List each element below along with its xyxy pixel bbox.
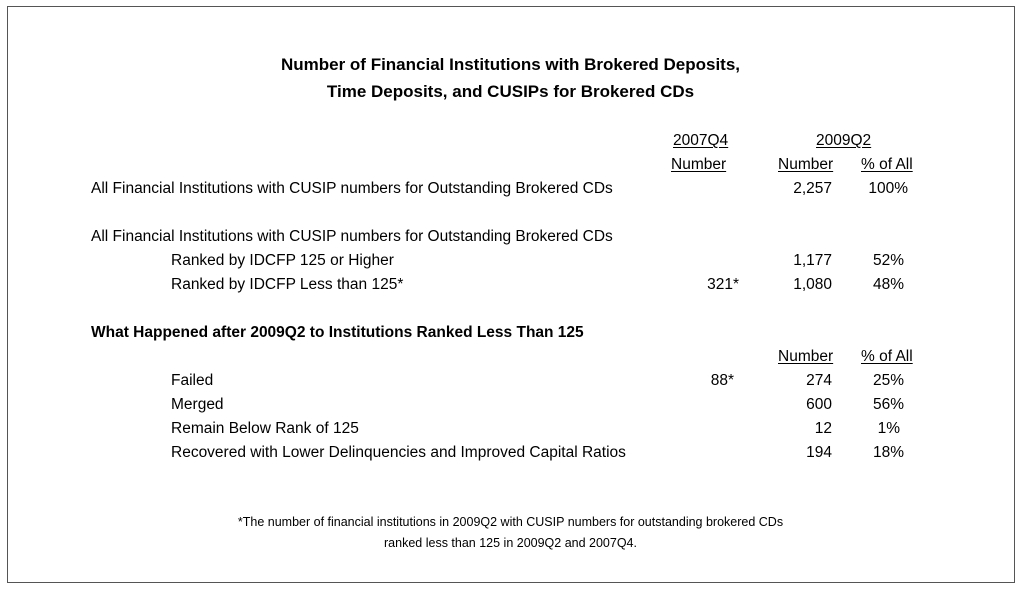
footnote-line-2: ranked less than 125 in 2009Q2 and 2007Q4.: [384, 536, 637, 550]
header-2007q4: 2007Q4: [673, 132, 729, 149]
title-line-2: Time Deposits, and CUSIPs for Brokered CDs: [326, 82, 695, 101]
footnote-line-1: *The number of financial institutions in 2009Q2 with CUSIP numbers for outstanding brokered CDs: [237, 515, 784, 529]
table-row-pct: 52%: [872, 252, 904, 269]
table-row-number: 194: [806, 444, 832, 461]
section2-number-header: Number: [778, 348, 834, 365]
table-row-number: 274: [806, 372, 832, 389]
header-2009q2-number: Number: [778, 156, 834, 173]
table-row-number: 12: [814, 420, 832, 437]
header-2009q2: 2009Q2: [816, 132, 872, 149]
row-all-label: All Financial Institutions with CUSIP numbers for Outstanding Brokered CDs: [91, 180, 613, 197]
section2-label: What Happened after 2009Q2 to Institutions Ranked Less Than 125: [91, 324, 584, 341]
table-row-number: 1,177: [793, 252, 832, 269]
header-2009q2-pct: % of All: [861, 156, 913, 173]
table-row-label: Failed: [171, 372, 214, 389]
section1-label: All Financial Institutions with CUSIP numbers for Outstanding Brokered CDs: [91, 228, 613, 245]
table-row-pct: 48%: [872, 276, 904, 293]
table-row-label: Merged: [171, 396, 224, 413]
table-row-label: Recovered with Lower Delinquencies and Improved Capital Ratios: [171, 444, 626, 461]
table-row-label: Ranked by IDCFP Less than 125*: [171, 276, 404, 293]
table-row-pct: 1%: [877, 420, 900, 437]
table-row-label: Ranked by IDCFP 125 or Higher: [171, 252, 394, 269]
table-row-number: 1,080: [793, 276, 832, 293]
table-row-q4: 88*: [710, 372, 734, 389]
table-row-number: 600: [806, 396, 832, 413]
table-row-q4: 321*: [707, 276, 739, 293]
header-2007q4-number: Number: [671, 156, 727, 173]
row-all-pct: 100%: [868, 180, 908, 197]
row-all-number: 2,257: [793, 180, 832, 197]
table-row-label: Remain Below Rank of 125: [171, 420, 359, 437]
table-row-pct: 56%: [872, 396, 904, 413]
table-row-pct: 25%: [872, 372, 904, 389]
title-line-1: Number of Financial Institutions with Brokered Deposits,: [280, 55, 741, 74]
table-row-pct: 18%: [872, 444, 904, 461]
section2-pct-header: % of All: [861, 348, 913, 365]
